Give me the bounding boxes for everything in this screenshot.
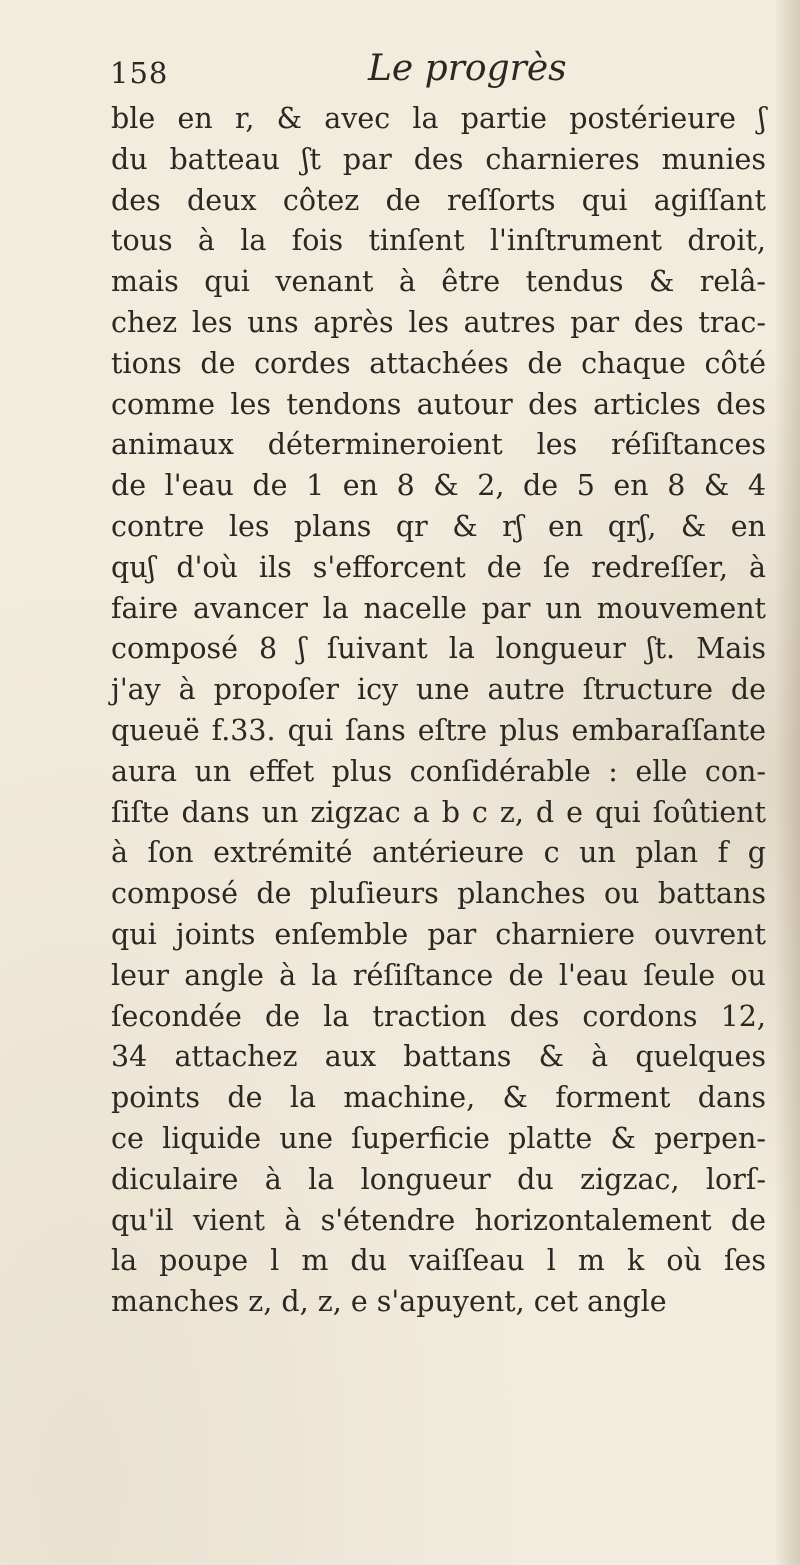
text-line: 34 attachez aux battans & à quelques: [111, 1040, 766, 1074]
text-line: quʃ d'où ils s'efforcent de ſe redreſſer, à: [111, 550, 766, 584]
text-line: contre les plans qr & rʃ en qrʃ, & en: [111, 509, 766, 543]
text-line: chez les uns après les autres par des trac-: [111, 305, 766, 339]
text-line: faire avancer la nacelle par un mouvement: [111, 591, 766, 625]
text-line: queuë f.33. qui ſans eſtre plus embaraſſante: [111, 713, 766, 747]
text-line: diculaire à la longueur du zigzac, lorſ-: [111, 1162, 766, 1196]
text-line: de l'eau de 1 en 8 & 2, de 5 en 8 & 4: [111, 469, 766, 503]
text-line: leur angle à la réſiſtance de l'eau ſeule ou: [111, 958, 766, 992]
text-line: composé de pluſieurs planches ou battans: [111, 877, 766, 911]
text-line: mais qui venant à être tendus & relâ-: [111, 265, 766, 299]
body-text: [111, 99, 766, 1323]
text-line: composé 8 ʃ ſuivant la longueur ʃt. Mais: [111, 632, 766, 666]
text-line: qui joints enſemble par charniere ouvrent: [111, 917, 766, 951]
text-line: j'ay à propoſer icy une autre ſtructure de: [111, 673, 766, 707]
text-line: manches z, d, z, e s'apuyent, cet angle: [111, 1285, 667, 1319]
page-edge-shadow: [774, 0, 800, 1565]
text-line: animaux détermineroient les réſiſtances: [111, 428, 766, 462]
text-line: des deux côtez de reſſorts qui agiſſant: [111, 183, 766, 217]
text-line: ble en r, & avec la partie postérieure ʃ: [111, 102, 766, 135]
text-line: qu'il vient à s'étendre horizontalement de: [111, 1203, 766, 1237]
text-line: tous à la fois tinſent l'inſtrument droit,: [111, 224, 766, 258]
text-line: du batteau ʃt par des charnieres munies: [111, 142, 766, 176]
running-title: Le progrès: [368, 48, 567, 89]
page-header: [110, 48, 760, 98]
text-line: tions de cordes attachées de chaque côté: [111, 346, 766, 380]
text-line: la poupe l m du vaiſſeau l m k où ſes: [111, 1244, 766, 1278]
text-line: aura un effet plus conſidérable : elle con-: [111, 754, 766, 788]
text-line: comme les tendons autour des articles des: [111, 387, 766, 421]
text-line: à ſon extrémité antérieure c un plan f g: [111, 836, 766, 870]
page-number: 158: [110, 56, 169, 90]
text-line: ſiſte dans un zigzac a b c z, d e qui ſoûtient: [111, 795, 766, 829]
text-line: ce liquide une ſuperficie platte & perpen-: [111, 1121, 766, 1155]
text-line: ſecondée de la traction des cordons 12,: [111, 999, 766, 1033]
text-line: points de la machine, & forment dans: [111, 1081, 766, 1115]
